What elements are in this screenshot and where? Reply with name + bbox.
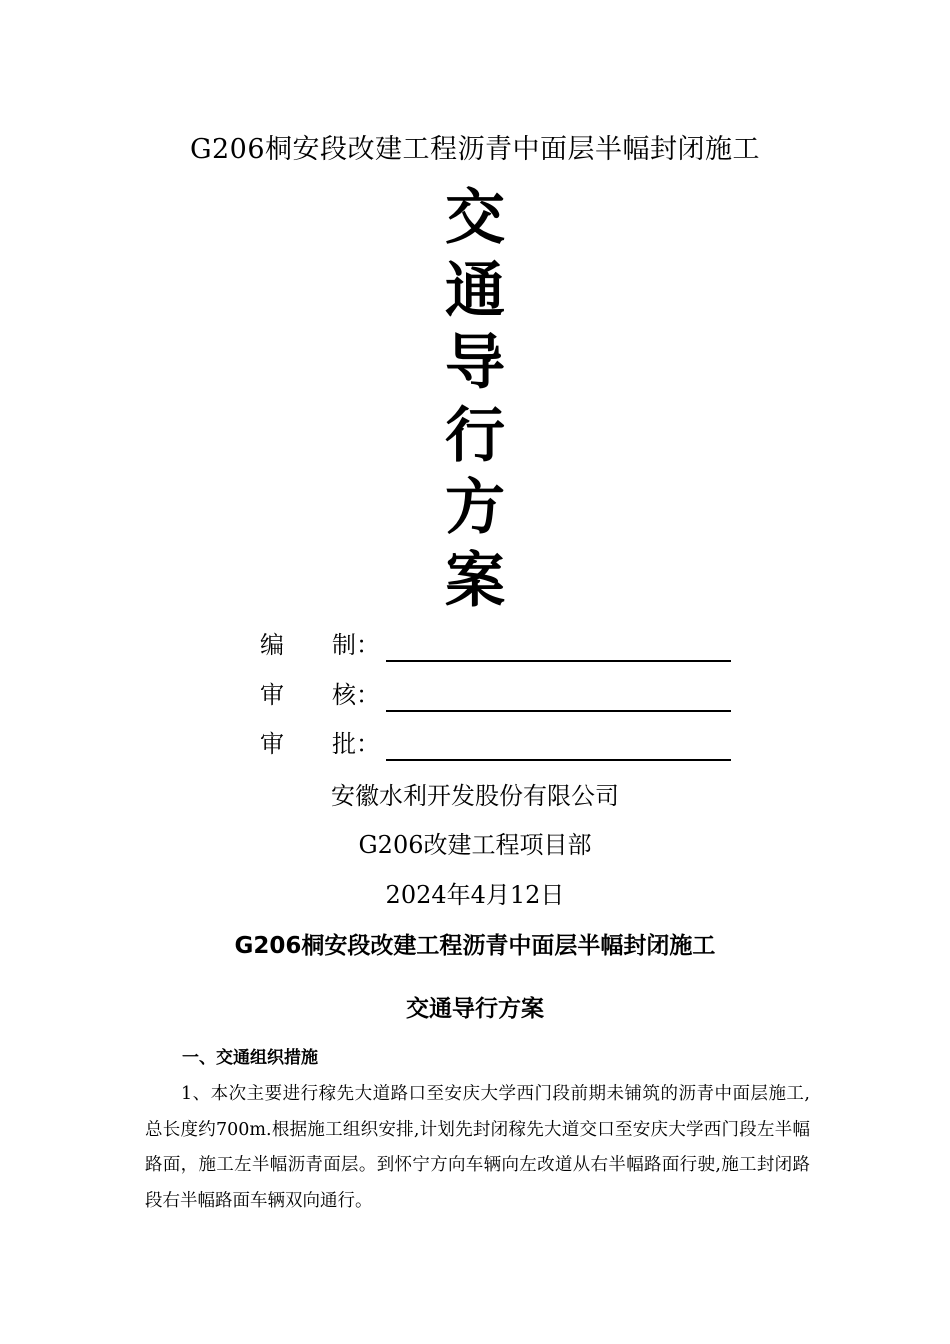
big-char: 案	[445, 545, 505, 616]
big-char: 导	[445, 328, 505, 398]
big-char: 方	[445, 473, 505, 543]
section-heading: 一、交通组织措施	[182, 1048, 318, 1068]
signature-row-review	[260, 674, 740, 714]
signature-label-char: 审	[260, 681, 284, 709]
signature-line	[386, 660, 731, 662]
signature-label	[260, 630, 380, 660]
cover-title: G206桐安段改建工程沥青中面层半幅封闭施工	[189, 134, 761, 165]
signature-row-approve	[260, 723, 740, 763]
signature-line	[386, 710, 731, 712]
signature-row-compile	[260, 624, 740, 664]
department-name: G206改建工程项目部	[358, 831, 592, 859]
body-paragraph: 1、本次主要进行稼先大道路口至安庆大学西门段前期未铺筑的沥青中面层施工,总长度约700m.根据施工组织安排,计划先封闭稼先大道交口至安庆大学西门段左半幅路面，施工左半幅沥青面层。到怀宁方向车辆向左改道从右半幅路面行驶,施工封闭路段右半幅路面车辆双向通行。	[145, 1084, 810, 1211]
big-char: 通	[445, 255, 505, 326]
body-title-line2: 交通导行方案	[406, 996, 544, 1022]
big-char: 行	[445, 400, 505, 471]
company-name: 安徽水利开发股份有限公司	[331, 782, 619, 810]
document-date: 2024年4月12日	[385, 881, 565, 909]
signature-label-char: 批：	[332, 730, 380, 758]
signature-label-char: 审	[260, 730, 284, 758]
cover-big-title	[0, 182, 950, 617]
signature-label-char: 制：	[332, 631, 380, 659]
signature-label	[260, 680, 380, 710]
big-char: 交	[445, 183, 505, 253]
body-title-line1: G206桐安段改建工程沥青中面层半幅封闭施工	[234, 933, 716, 959]
signature-label-char: 核：	[332, 681, 380, 709]
signature-label-char: 编	[260, 631, 284, 659]
signature-label	[260, 729, 380, 759]
signature-line	[386, 759, 731, 761]
